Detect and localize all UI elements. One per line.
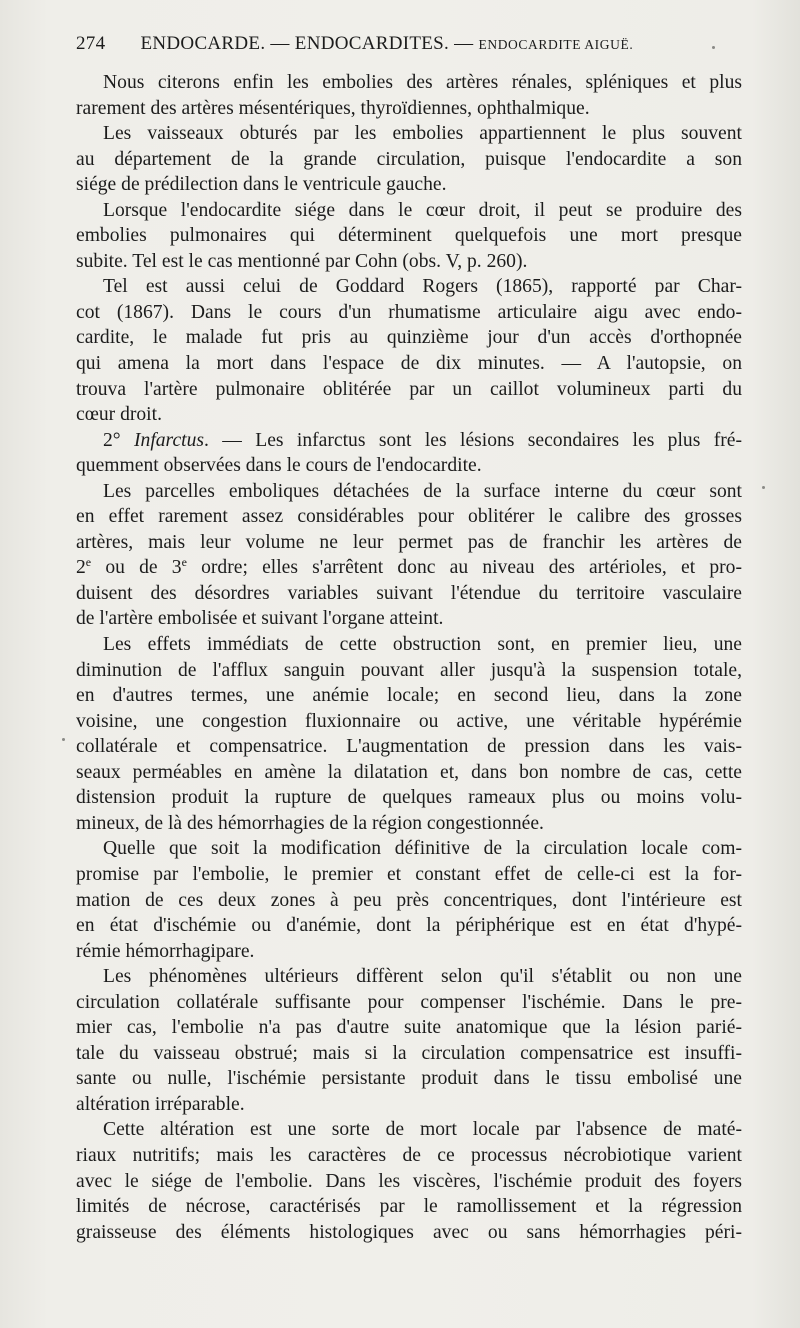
text-run: embolies pulmonaires qui déterminent quelquefois une mort presque bbox=[76, 225, 742, 247]
text-run: ou de 3 bbox=[91, 557, 182, 579]
text-line bbox=[76, 709, 742, 735]
text-run: mineux, de là des hémorrhagies de la région congestionnée. bbox=[76, 812, 544, 834]
text-line bbox=[76, 70, 742, 96]
ink-speck bbox=[62, 738, 65, 741]
text-line bbox=[76, 121, 742, 147]
text-line bbox=[76, 632, 742, 658]
text-line bbox=[76, 1143, 742, 1169]
text-line bbox=[76, 1194, 742, 1220]
text-run: qui amena la mort dans l'espace de dix minutes. — A l'autopsie, on bbox=[76, 353, 742, 375]
text-run: siége de prédilection dans le ventricule gauche. bbox=[76, 174, 447, 196]
text-line bbox=[76, 990, 742, 1016]
section-title: ENDOCARDITE AIGUË. bbox=[478, 37, 634, 52]
text-line bbox=[76, 1220, 742, 1246]
text-run: altération irréparable. bbox=[76, 1093, 245, 1115]
text-line bbox=[76, 760, 742, 786]
text-run: 2 bbox=[76, 557, 86, 579]
text-run: subite. Tel est le cas mentionné par Cohn (obs. V, p. 260). bbox=[76, 250, 528, 272]
text-line bbox=[76, 862, 742, 888]
text-run: cœur droit. bbox=[76, 404, 162, 426]
text-line bbox=[76, 1041, 742, 1067]
text-line bbox=[76, 223, 742, 249]
text-run: de l'artère embolisée et suivant l'organe atteint. bbox=[76, 608, 444, 630]
text-run: Quelle que soit la modification définitive de la circulation locale com- bbox=[103, 838, 742, 860]
text-line bbox=[76, 402, 742, 428]
text-run: Cette altération est une sorte de mort locale par l'absence de maté- bbox=[103, 1119, 742, 1141]
text-run: distension produit la rupture de quelques rameaux plus ou moins volu- bbox=[76, 787, 742, 809]
superscript: e bbox=[85, 555, 92, 570]
text-line bbox=[76, 888, 742, 914]
text-line bbox=[76, 964, 742, 990]
italic-term: Infarctus bbox=[134, 429, 205, 451]
text-line bbox=[76, 172, 742, 198]
text-run: mier cas, l'embolie n'a pas d'autre suite anatomique que la lésion parié- bbox=[76, 1017, 742, 1039]
text-run: tale du vaisseau obstrué; mais si la circulation compensatrice est insuffi- bbox=[76, 1042, 742, 1064]
text-run: diminution de l'afflux sanguin pouvant aller jusqu'à la suspension totale, bbox=[76, 659, 742, 681]
text-line bbox=[76, 658, 742, 684]
text-run: duisent des désordres variables suivant l'étendue du territoire vasculaire bbox=[76, 582, 742, 604]
text-line bbox=[76, 555, 742, 581]
body-text bbox=[76, 70, 742, 1245]
text-run: mation de ces deux zones à peu près concentriques, dont l'intérieure est bbox=[76, 889, 742, 911]
text-line bbox=[76, 683, 742, 709]
text-line bbox=[76, 479, 742, 505]
running-header bbox=[76, 33, 744, 55]
text-run: en d'autres termes, une anémie locale; en second lieu, dans la zone bbox=[76, 685, 742, 707]
text-line bbox=[76, 785, 742, 811]
text-run: voisine, une congestion fluxionnaire ou active, une véritable hypérémie bbox=[76, 710, 742, 732]
text-run: avec le siége de l'embolie. Dans les viscères, l'ischémie produit des foyers bbox=[76, 1170, 742, 1192]
text-line bbox=[76, 504, 742, 530]
text-line bbox=[76, 453, 742, 479]
text-run: Nous citerons enfin les embolies des artères rénales, spléniques et plus bbox=[103, 72, 742, 93]
text-line bbox=[76, 836, 742, 862]
text-run: rémie hémorrhagipare. bbox=[76, 940, 255, 962]
text-run: . — Les infarctus sont les lésions secondaires les plus fré- bbox=[204, 429, 742, 451]
text-line bbox=[76, 300, 742, 326]
text-line bbox=[76, 351, 742, 377]
text-line bbox=[76, 939, 742, 965]
text-line bbox=[76, 1092, 742, 1118]
text-line bbox=[76, 1066, 742, 1092]
ink-speck bbox=[712, 46, 715, 49]
text-run: ordre; elles s'arrêtent donc au niveau des artérioles, et pro- bbox=[186, 557, 742, 579]
text-run: trouva l'artère pulmonaire oblitérée par un caillot volumineux parti du bbox=[76, 378, 742, 400]
text-line bbox=[76, 96, 742, 122]
text-line bbox=[76, 274, 742, 300]
text-run: 2° bbox=[103, 429, 134, 451]
text-line bbox=[76, 325, 742, 351]
text-run: collatérale et compensatrice. L'augmentation de pression dans les vais- bbox=[76, 736, 742, 758]
text-run: Les parcelles emboliques détachées de la surface interne du cœur sont bbox=[103, 480, 742, 502]
page-number: 274 bbox=[76, 33, 106, 54]
text-line bbox=[76, 606, 742, 632]
text-run: circulation collatérale suffisante pour compenser l'ischémie. Dans le pre- bbox=[76, 991, 742, 1013]
text-line bbox=[76, 913, 742, 939]
text-line bbox=[76, 811, 742, 837]
text-line bbox=[76, 428, 742, 454]
text-run: Les effets immédiats de cette obstruction sont, en premier lieu, une bbox=[103, 634, 742, 656]
text-run: Lorsque l'endocardite siége dans le cœur droit, il peut se produire des bbox=[103, 199, 742, 221]
text-line bbox=[76, 147, 742, 173]
text-run: graisseuse des éléments histologiques avec ou sans hémorrhagies péri- bbox=[76, 1221, 742, 1243]
text-line bbox=[76, 249, 742, 275]
text-line bbox=[76, 377, 742, 403]
text-line bbox=[76, 1117, 742, 1143]
text-run: artères, mais leur volume ne leur permet pas de franchir les artères de bbox=[76, 531, 742, 553]
text-line bbox=[76, 1015, 742, 1041]
text-run: promise par l'embolie, le premier et constant effet de celle-ci est la for- bbox=[76, 863, 742, 885]
text-run: riaux nutritifs; mais les caractères de ce processus nécrobiotique varient bbox=[76, 1144, 742, 1166]
text-run: seaux perméables en amène la dilatation et, dans bon nombre de cas, cette bbox=[76, 761, 742, 783]
running-title: ENDOCARDE. — ENDOCARDITES. — bbox=[140, 33, 474, 54]
text-run: quemment observées dans le cours de l'endocardite. bbox=[76, 455, 482, 477]
text-run: en effet rarement assez considérables pour oblitérer le calibre des grosses bbox=[76, 506, 742, 528]
text-run: limités de nécrose, caractérisés par le ramollissement et la régression bbox=[76, 1196, 742, 1218]
text-run: cardite, le malade fut pris au quinzième jour d'un accès d'orthopnée bbox=[76, 327, 742, 349]
text-run: sante ou nulle, l'ischémie persistante produit dans le tissu embolisé une bbox=[76, 1068, 742, 1090]
text-run: Tel est aussi celui de Goddard Rogers (1865), rapporté par Char- bbox=[103, 276, 742, 298]
ink-speck bbox=[762, 486, 765, 489]
text-run: au département de la grande circulation, puisque l'endocardite a son bbox=[76, 148, 742, 170]
text-line bbox=[76, 198, 742, 224]
text-run: en état d'ischémie ou d'anémie, dont la périphérique est en état d'hypé- bbox=[76, 915, 742, 937]
superscript: e bbox=[181, 555, 187, 570]
text-run: Les vaisseaux obturés par les embolies appartiennent le plus souvent bbox=[103, 123, 742, 145]
text-line bbox=[76, 530, 742, 556]
text-run: rarement des artères mésentériques, thyroïdiennes, ophthalmique. bbox=[76, 97, 590, 119]
text-line bbox=[76, 581, 742, 607]
text-line bbox=[76, 1169, 742, 1195]
text-run: cot (1867). Dans le cours d'un rhumatisme articulaire aigu avec endo- bbox=[76, 301, 742, 323]
text-run: Les phénomènes ultérieurs diffèrent selon qu'il s'établit ou non une bbox=[103, 966, 742, 988]
text-line bbox=[76, 734, 742, 760]
